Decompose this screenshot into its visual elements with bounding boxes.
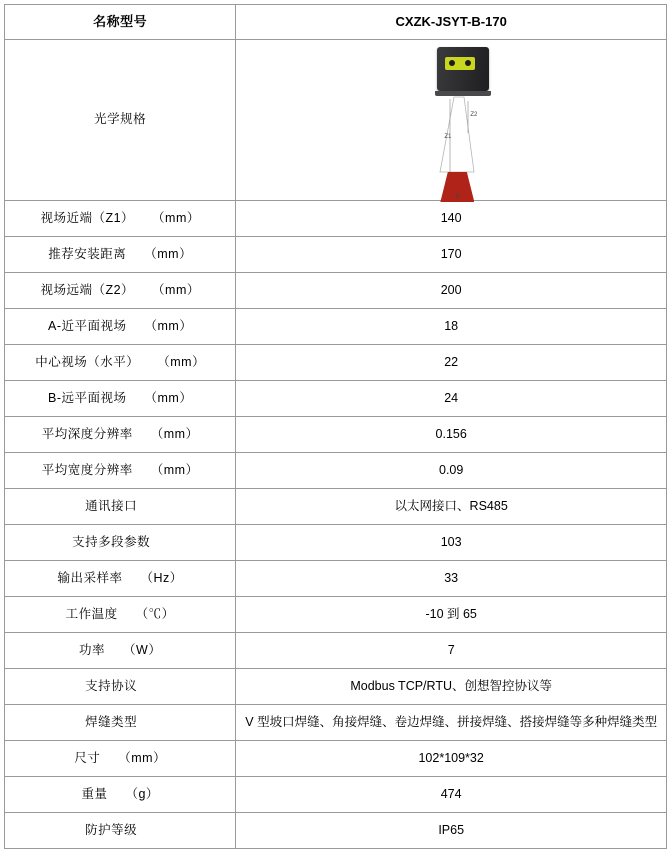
row-label-text: A-近平面视场 [48, 318, 127, 333]
row-label-text: 功率 [79, 642, 106, 657]
row-value: 24 [236, 381, 667, 417]
row-label [5, 201, 236, 237]
row-label [5, 381, 236, 417]
row-label-text: 视场近端（Z1） [40, 210, 135, 225]
row-value: 140 [236, 201, 667, 237]
row-value: 103 [236, 525, 667, 561]
row-label-text: 重量 [81, 786, 108, 801]
row-label [5, 417, 236, 453]
row-label [5, 669, 236, 705]
table-row [5, 237, 667, 273]
row-label-text: 平均深度分辨率 [41, 426, 133, 441]
row-unit-text: （mm） [144, 246, 193, 261]
row-label [5, 813, 236, 849]
row-label-text: 输出采样率 [57, 570, 123, 585]
table-row [5, 561, 667, 597]
row-label-text: 支持多段参数 [72, 534, 151, 549]
row-value: 以太网接口、RS485 [236, 489, 667, 525]
row-label [5, 741, 236, 777]
table-row [5, 741, 667, 777]
optical-spec-figure-cell [236, 40, 667, 201]
row-unit-text: （mm） [118, 750, 167, 765]
table-row [5, 777, 667, 813]
specification-table-body [5, 5, 667, 849]
row-value: 200 [236, 273, 667, 309]
row-label-text: 中心视场（水平） [35, 354, 140, 369]
optical-diagram [236, 41, 666, 199]
row-label [5, 777, 236, 813]
table-row [5, 309, 667, 345]
figure-label-b: B [455, 194, 460, 200]
row-label [5, 561, 236, 597]
table-header-row [5, 5, 667, 40]
table-row [5, 417, 667, 453]
row-unit-text: （mm） [152, 210, 200, 225]
row-value: 474 [236, 777, 667, 813]
row-value: Modbus TCP/RTU、创想智控协议等 [236, 669, 667, 705]
table-row [5, 201, 667, 237]
row-label-text: 焊缝类型 [85, 714, 138, 729]
row-value: 7 [236, 633, 667, 669]
table-row [5, 597, 667, 633]
row-value: IP65 [236, 813, 667, 849]
row-label [5, 345, 236, 381]
specification-table [4, 4, 667, 849]
row-value: 33 [236, 561, 667, 597]
row-label-text: 支持协议 [85, 678, 138, 693]
row-label [5, 237, 236, 273]
row-unit-text: （mm） [144, 390, 193, 405]
row-label [5, 633, 236, 669]
row-unit-text: （mm） [150, 462, 199, 477]
row-label-text: 推荐安装距离 [48, 246, 127, 261]
row-value: 170 [236, 237, 667, 273]
row-label [5, 705, 236, 741]
table-row [5, 705, 667, 741]
figure-label-z1: Z1 [444, 134, 452, 140]
row-unit-text: （g） [125, 786, 159, 801]
row-unit-text: （℃） [135, 606, 175, 621]
optical-spec-label: 光学规格 [5, 40, 236, 201]
row-unit-text: （mm） [150, 426, 199, 441]
row-label [5, 489, 236, 525]
row-label [5, 453, 236, 489]
table-row [5, 453, 667, 489]
row-label [5, 309, 236, 345]
row-value: 0.156 [236, 417, 667, 453]
row-label [5, 525, 236, 561]
header-value-cell: CXZK-JSYT-B-170 [236, 5, 667, 40]
row-label-text: 平均宽度分辨率 [41, 462, 133, 477]
row-value: 22 [236, 345, 667, 381]
row-label-text: 尺寸 [74, 750, 101, 765]
table-row [5, 813, 667, 849]
optical-spec-row [5, 40, 667, 201]
row-label [5, 273, 236, 309]
row-value: -10 到 65 [236, 597, 667, 633]
row-unit-text: （W） [123, 642, 162, 657]
row-label-text: 防护等级 [85, 822, 138, 837]
table-row [5, 525, 667, 561]
row-value: 0.09 [236, 453, 667, 489]
table-row [5, 345, 667, 381]
table-row [5, 381, 667, 417]
row-label-text: 通讯接口 [85, 498, 138, 513]
figure-label-z2: Z2 [470, 112, 478, 118]
row-label [5, 597, 236, 633]
row-value: 18 [236, 309, 667, 345]
row-value: V 型坡口焊缝、角接焊缝、卷边焊缝、拼接焊缝、搭接焊缝等多种焊缝类型 [236, 705, 667, 741]
row-unit-text: （Hz） [140, 570, 183, 585]
row-value: 102*109*32 [236, 741, 667, 777]
row-unit-text: （mm） [144, 318, 193, 333]
table-row [5, 489, 667, 525]
row-label-text: 工作温度 [65, 606, 118, 621]
row-unit-text: （mm） [152, 282, 200, 297]
table-row [5, 273, 667, 309]
row-label-text: 视场远端（Z2） [40, 282, 135, 297]
table-row [5, 669, 667, 705]
table-row [5, 633, 667, 669]
row-unit-text: （mm） [157, 354, 206, 369]
row-label-text: B-远平面视场 [48, 390, 127, 405]
header-label-cell: 名称型号 [5, 5, 236, 40]
